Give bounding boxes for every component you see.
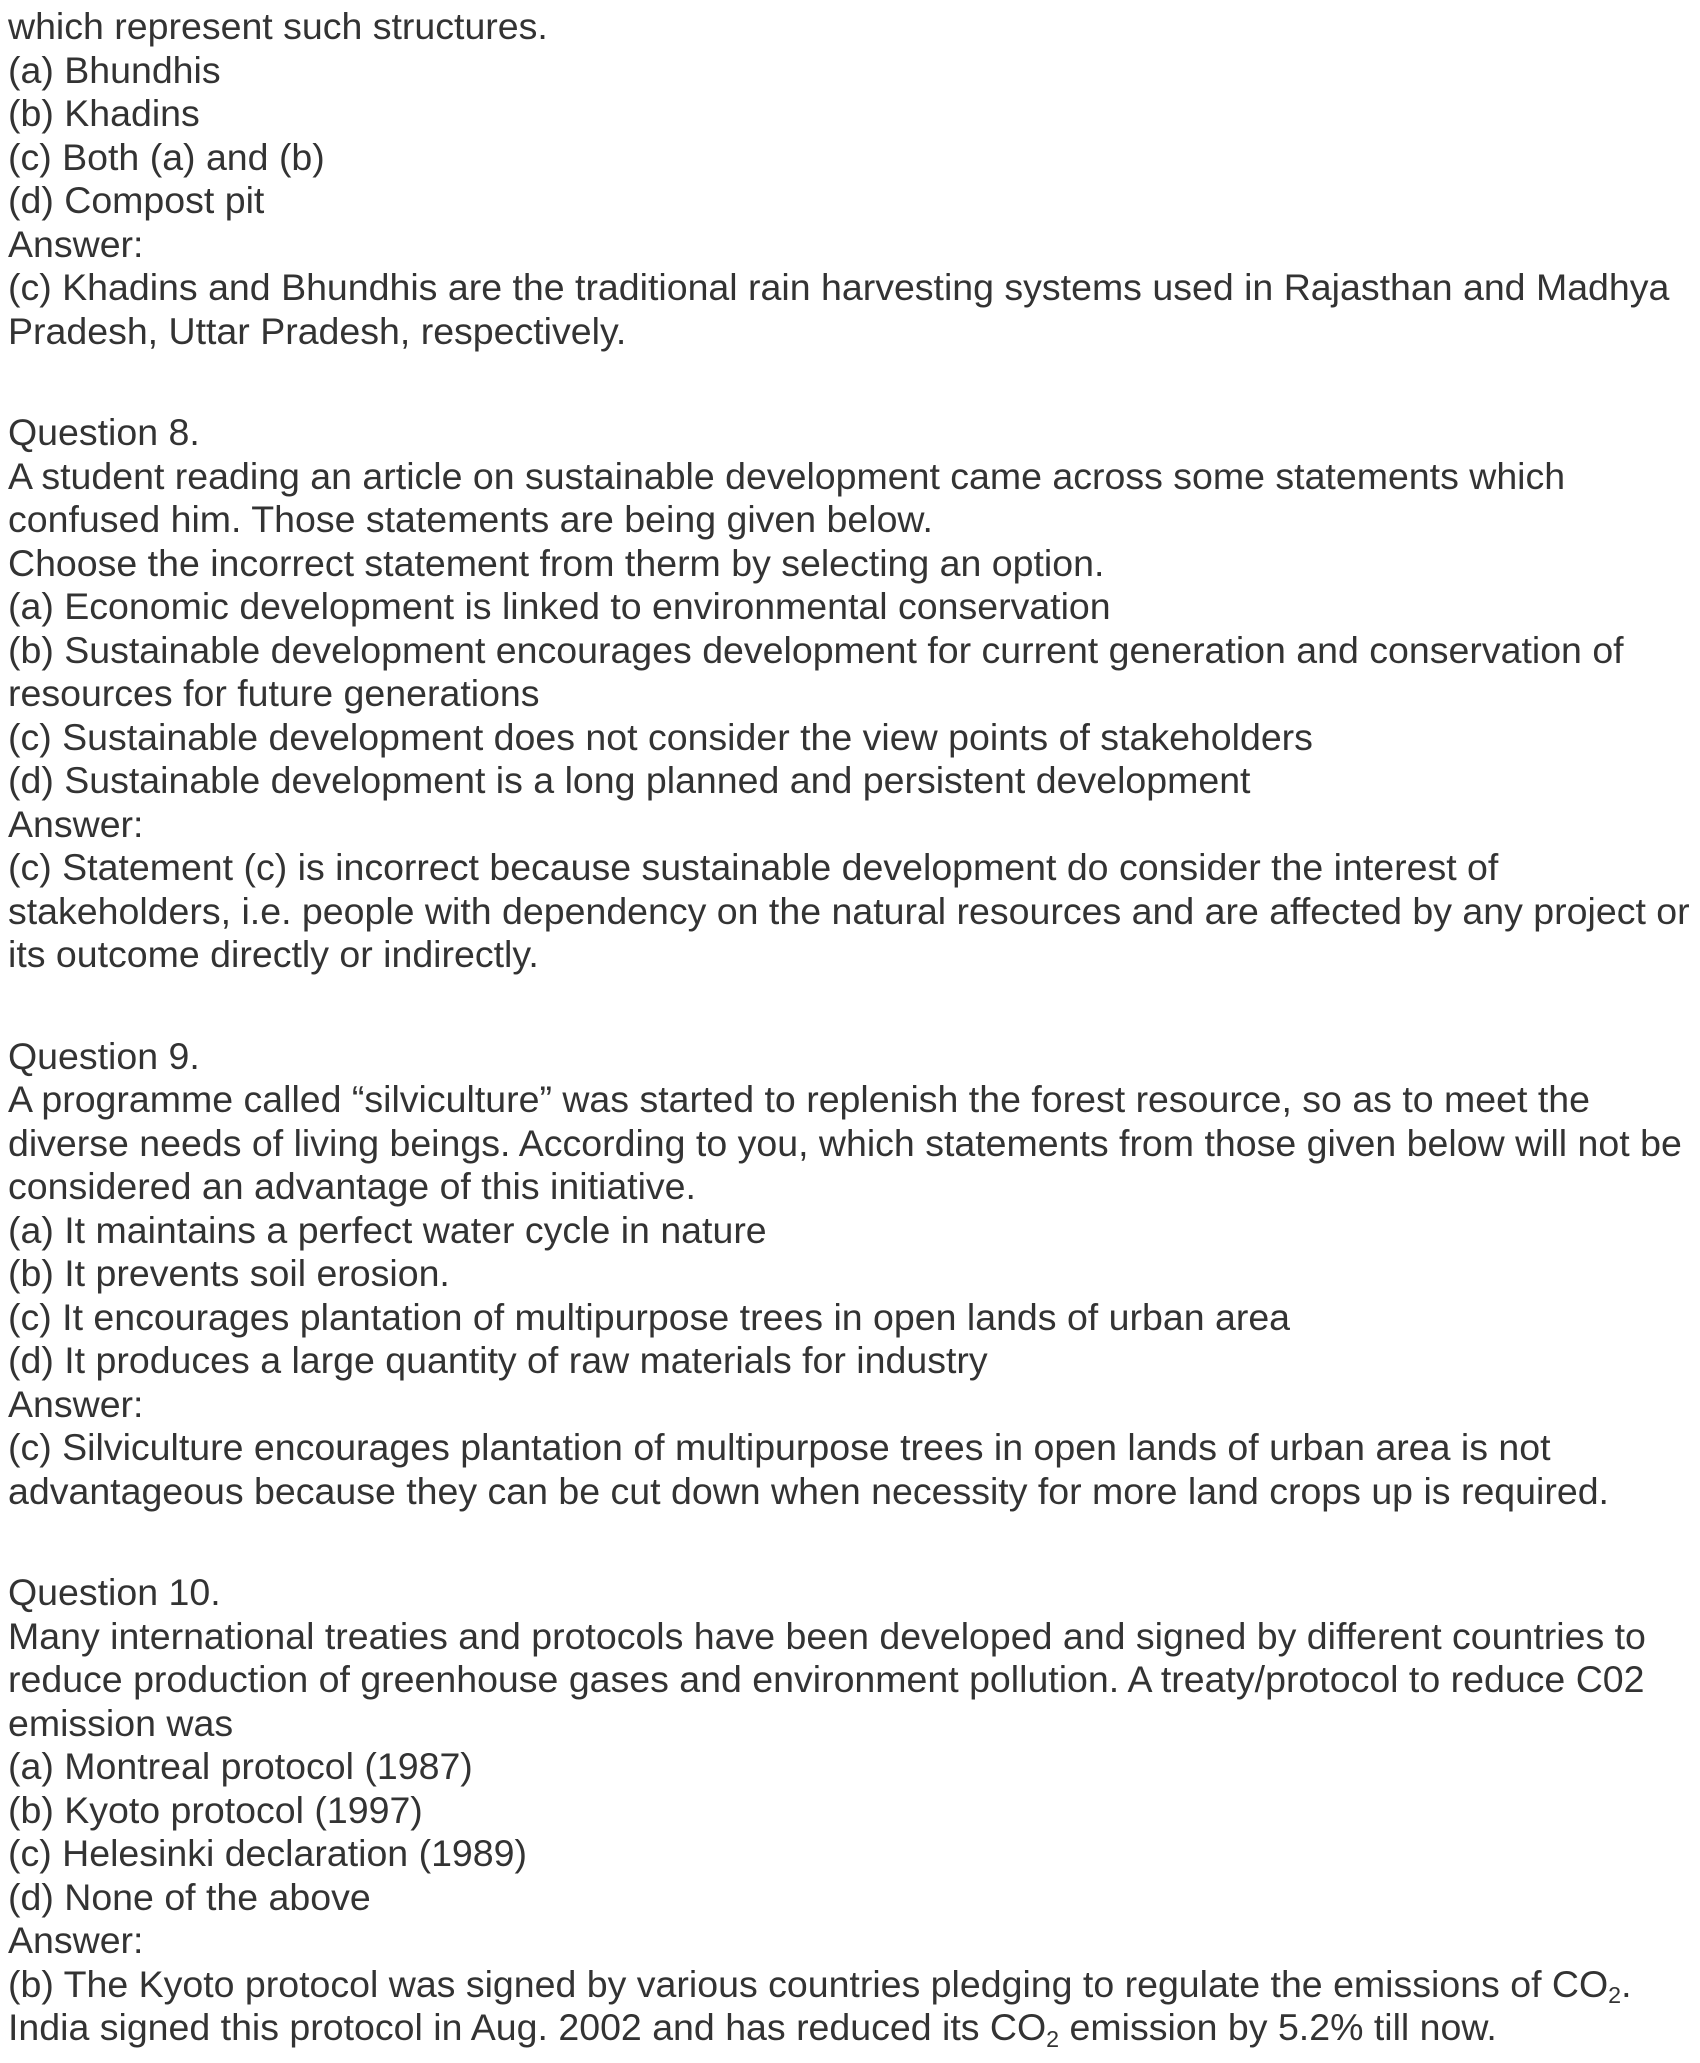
text-line: Question 10. xyxy=(8,1571,221,1613)
section-gap xyxy=(8,1513,1700,1571)
text-line: resources for future generations xyxy=(8,672,540,714)
text-line: Question 9. xyxy=(8,1034,200,1077)
text-line: Answer: xyxy=(8,1919,144,1961)
text-line: Question 8. xyxy=(8,411,200,453)
text-line: (b) It prevents soil erosion. xyxy=(8,1252,450,1294)
subscript-2: 2 xyxy=(1046,2025,1060,2052)
text-line: (a) Montreal protocol (1987) xyxy=(8,1745,473,1787)
text-line: (a) Economic development is linked to environmental conservation xyxy=(8,585,1111,627)
text-line: Answer: xyxy=(8,222,144,265)
text-line: (b) Khadins xyxy=(8,92,200,134)
text-line: (c) Khadins and Bhundhis are the traditional rain harvesting systems used in Rajasthan and Madhya xyxy=(8,266,1670,308)
text-line: A student reading an article on sustainable development came across some statements which xyxy=(8,454,1566,497)
text-segment: (b) The Kyoto protocol was signed by various countries pledging to regulate the emissions of CO xyxy=(8,1962,1609,2005)
text-line: (d) It produces a large quantity of raw materials for industry xyxy=(8,1339,988,1381)
text-line: (b) Sustainable development encourages development for current generation and conservation of xyxy=(8,628,1624,671)
question-10 xyxy=(8,1571,1700,2050)
section-gap xyxy=(8,977,1700,1035)
text-line: (c) Statement (c) is incorrect because sustainable development do consider the interest of xyxy=(8,846,1499,888)
text-line: (c) Silviculture encourages plantation of multipurpose trees in open lands of urban area is not xyxy=(8,1426,1551,1468)
text-line: (a) Bhundhis xyxy=(8,48,221,91)
text-line: (d) None of the above xyxy=(8,1875,371,1918)
text-line: (d) Sustainable development is a long planned and persistent development xyxy=(8,759,1251,801)
section-gap xyxy=(8,353,1700,411)
text-line: which represent such structures. xyxy=(8,5,548,47)
text-line: advantageous because they can be cut down when necessity for more land crops up is required. xyxy=(8,1469,1609,1512)
text-line: Choose the incorrect statement from therm by selecting an option. xyxy=(8,541,1105,584)
text-line: (c) It encourages plantation of multipurpose trees in open lands of urban area xyxy=(8,1295,1291,1338)
text-segment: India signed this protocol in Aug. 2002 and has reduced its CO xyxy=(8,2006,1047,2048)
text-line: (a) It maintains a perfect water cycle in nature xyxy=(8,1208,767,1251)
text-segment: . xyxy=(1621,1962,1632,2005)
text-line: Many international treaties and protocols have been developed and signed by different countries to xyxy=(8,1614,1646,1657)
text-line: reduce production of greenhouse gases and environment pollution. A treaty/protocol to reduce C02 xyxy=(8,1658,1645,1700)
question-7-continuation xyxy=(8,5,1700,353)
question-9 xyxy=(8,1035,1700,1514)
text-line: confused him. Those statements are being given below. xyxy=(8,498,933,540)
text-line: stakeholders, i.e. people with dependency on the natural resources and are affected by any project or xyxy=(8,889,1690,932)
text-segment: emission by 5.2% till now. xyxy=(1059,2006,1497,2048)
text-line: (d) Compost pit xyxy=(8,179,265,221)
text-line: considered an advantage of this initiative. xyxy=(8,1165,696,1207)
text-line: Answer: xyxy=(8,1382,144,1425)
text-line: diverse needs of living beings. According to you, which statements from those given below will not be xyxy=(8,1121,1682,1164)
subscript-2: 2 xyxy=(1608,1982,1622,2008)
text-line xyxy=(8,2006,1700,2050)
question-8 xyxy=(8,411,1700,977)
text-line: Pradesh, Uttar Pradesh, respectively. xyxy=(8,309,627,352)
text-line: (c) Helesinki declaration (1989) xyxy=(8,1832,527,1874)
text-line: (c) Sustainable development does not consider the view points of stakeholders xyxy=(8,715,1313,758)
text-line: (c) Both (a) and (b) xyxy=(8,135,325,178)
text-line: its outcome directly or indirectly. xyxy=(8,933,539,975)
text-line: (b) Kyoto protocol (1997) xyxy=(8,1788,423,1831)
text-line: A programme called “silviculture” was started to replenish the forest resource, so as to meet the xyxy=(8,1078,1590,1120)
text-line xyxy=(8,1963,1700,2007)
text-line: emission was xyxy=(8,1701,234,1744)
text-line: Answer: xyxy=(8,802,144,845)
